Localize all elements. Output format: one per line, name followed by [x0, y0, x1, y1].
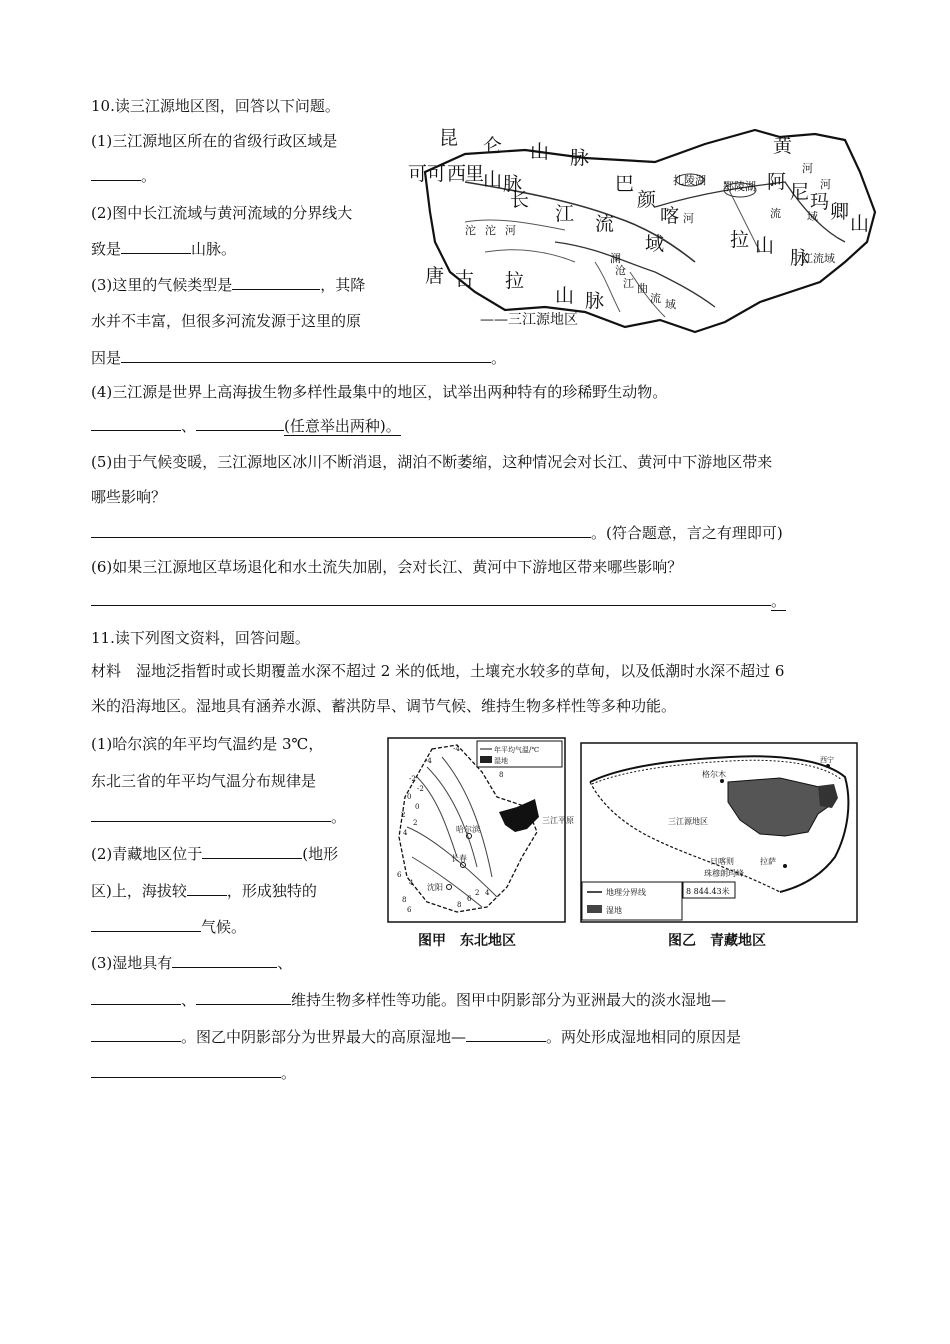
svg-text:阿: 阿: [767, 171, 787, 193]
svg-text:2: 2: [475, 889, 480, 897]
q11-p2a: (2)青藏地区位于: [91, 845, 203, 863]
q10-p5b: 哪些影响？: [91, 488, 167, 506]
q11-m1: 材料 湿地泛指暂时或长期覆盖水深不超过 2 米的低地，土壤充水较多的草甸，以及低潮时水深不超过 6: [91, 662, 785, 680]
q11-p2b: (地形: [302, 845, 339, 863]
q11-p3e: 。图乙中阴影部分为世界最大的高原湿地—: [181, 1028, 467, 1046]
svg-text:扎陵湖: 扎陵湖: [673, 174, 706, 187]
place-shigatse: 日喀则: [710, 857, 734, 866]
legend-boundary: 地理分界线: [606, 888, 646, 897]
svg-text:江: 江: [623, 277, 634, 290]
city-harbin: 哈尔滨: [456, 825, 480, 834]
svg-text:-2: -2: [417, 785, 424, 793]
svg-text:6: 6: [407, 906, 412, 914]
svg-text:可: 可: [408, 163, 428, 185]
legend-wetland-b: 湿地: [606, 906, 622, 915]
city-changchun: 长春: [451, 854, 467, 863]
svg-text:域: 域: [665, 298, 676, 311]
svg-text:流: 流: [595, 213, 615, 235]
q11-p1a: (1)哈尔滨的年平均气温约是 3℃，: [91, 735, 324, 753]
answer-blank[interactable]: [196, 415, 284, 431]
q11-p3c: 、: [181, 991, 197, 1009]
q11-p2c: 区)上，海拔较: [91, 882, 187, 900]
svg-text:0: 0: [415, 803, 420, 811]
q10-p5c: 。(符合题意，言之有理即可): [591, 524, 783, 542]
answer-blank[interactable]: [91, 916, 201, 932]
svg-text:沱: 沱: [465, 224, 476, 237]
answer-blank[interactable]: [91, 989, 181, 1005]
map-caption: ——三江源地区: [480, 312, 578, 328]
answer-blank[interactable]: [91, 165, 141, 181]
q10-p3b: ，其降: [320, 276, 366, 294]
q10-p3-line2: [91, 347, 506, 369]
q10-p4c: (任意举出两种)。: [284, 417, 401, 435]
svg-text:河: 河: [683, 212, 694, 225]
answer-blank[interactable]: [91, 1062, 281, 1078]
answer-blank[interactable]: [196, 989, 291, 1005]
svg-text:0: 0: [407, 793, 412, 801]
answer-blank[interactable]: [121, 238, 191, 254]
svg-text:昆: 昆: [439, 127, 459, 149]
legend-wetland: 湿地: [494, 757, 508, 765]
svg-text:沱: 沱: [485, 224, 496, 237]
svg-text:-4: -4: [425, 757, 432, 765]
svg-text:8: 8: [402, 896, 407, 904]
svg-text:脉: 脉: [503, 173, 523, 195]
q10-p6b: 。: [771, 592, 787, 610]
svg-text:拉: 拉: [730, 229, 750, 251]
place-xining: 西宁: [820, 756, 834, 764]
figure-qinghai-tibet: [580, 742, 859, 924]
q11-p3g: 。: [281, 1064, 297, 1082]
svg-text:山: 山: [530, 141, 550, 163]
q11-p1c: 。: [331, 808, 347, 826]
q11-p2-line: [91, 843, 338, 865]
q10-p3a: (3)这里的气候类型是: [91, 276, 233, 294]
svg-text:江流域: 江流域: [802, 252, 835, 265]
region-sanjiang: 三江平原: [542, 816, 574, 825]
q10-p1-line: [91, 165, 156, 187]
place-lhasa: 拉萨: [760, 857, 776, 866]
q10-title: 10.读三江源地区图，回答以下问题。: [91, 97, 340, 115]
sanjiangyuan-map: [405, 122, 885, 337]
q10-p4-line: [91, 415, 401, 437]
q11-p1-line: [91, 806, 346, 828]
svg-text:流: 流: [770, 207, 781, 220]
q11-p3f: 。两处形成湿地相同的原因是: [546, 1028, 742, 1046]
svg-text:古: 古: [455, 268, 475, 290]
q11-p3-line4: [91, 1062, 296, 1084]
svg-text:可: 可: [427, 163, 447, 185]
q11-p2d: ，形成独特的: [226, 882, 317, 900]
q11-p3-line: [91, 952, 292, 974]
answer-blank[interactable]: [91, 806, 331, 822]
answer-blank[interactable]: [91, 522, 591, 538]
svg-text:长: 长: [510, 189, 530, 211]
svg-text:颜: 颜: [637, 189, 657, 211]
answer-blank[interactable]: [91, 415, 181, 431]
svg-text:山: 山: [755, 235, 775, 257]
svg-text:河: 河: [505, 224, 516, 237]
svg-text:河: 河: [820, 178, 831, 191]
answer-blank[interactable]: [121, 347, 491, 363]
svg-text:山: 山: [850, 213, 870, 235]
svg-text:4: 4: [485, 889, 490, 897]
svg-text:巴: 巴: [615, 173, 635, 195]
svg-text:唐: 唐: [425, 265, 445, 287]
svg-text:江: 江: [555, 203, 575, 225]
svg-text:6: 6: [467, 895, 472, 903]
svg-text:山: 山: [555, 285, 575, 307]
svg-text:2: 2: [401, 811, 406, 819]
svg-text:脉: 脉: [585, 290, 605, 312]
q10-p1a: (1)三江源地区所在的省级行政区域是: [91, 132, 338, 150]
q11-p3a: (3)湿地具有: [91, 954, 173, 972]
svg-text:-2: -2: [409, 775, 416, 783]
q10-p2b: 致是: [91, 240, 122, 258]
q11-p1b: 东北三省的年平均气温分布规律是: [91, 772, 317, 790]
q10-p2-line: [91, 238, 236, 260]
q10-p3d: 因是: [91, 349, 122, 367]
q10-p2a: (2)图中长江流域与黄河流域的分界线大: [91, 204, 353, 222]
q11-p3-line2: [91, 989, 726, 1011]
q11-title: 11.读下列图文资料，回答问题。: [91, 629, 310, 647]
q10-p5a: (5)由于气候变暖，三江源地区冰川不断消退，湖泊不断萎缩，这种情况会对长江、黄河中下游地区带来: [91, 453, 773, 471]
svg-text:域: 域: [645, 233, 665, 255]
q10-p3-line: [91, 274, 365, 296]
q11-p3-line3: [91, 1026, 741, 1048]
svg-text:卿: 卿: [830, 201, 850, 223]
place-golmud: 格尔木: [702, 770, 726, 779]
svg-text:8: 8: [499, 771, 504, 779]
q10-p1b: 。: [141, 167, 157, 185]
q10-p6-line: [91, 590, 786, 612]
q10-p6a: (6)如果三江源地区草场退化和水土流失加剧，会对长江、黄河中下游地区带来哪些影响？: [91, 558, 683, 576]
q10-p4b: 、: [181, 417, 197, 435]
q10-p4a: (4)三江源是世界上高海拔生物多样性最集中的地区，试举出两种特有的珍稀野生动物。: [91, 383, 668, 401]
svg-text:喀: 喀: [660, 205, 680, 227]
svg-text:脉: 脉: [570, 147, 590, 169]
q10-p3c: 水并不丰富，但很多河流发源于这里的原: [91, 312, 362, 330]
q10-p3e: 。: [491, 349, 507, 367]
svg-text:河: 河: [802, 162, 813, 175]
q11-p3b: 、: [277, 954, 293, 972]
q10-p2c: 山脉。: [191, 240, 237, 258]
svg-text:山: 山: [483, 169, 503, 191]
svg-text:域: 域: [807, 210, 818, 223]
place-sanjiangyuan: 三江源地区: [668, 817, 708, 826]
answer-blank[interactable]: [91, 590, 771, 606]
answer-blank[interactable]: [91, 1026, 181, 1042]
svg-text:-4: -4: [453, 745, 460, 753]
q11-p3d: 维持生物多样性等功能。图甲中阴影部分为亚洲最大的淡水湿地—: [291, 991, 727, 1009]
svg-text:8: 8: [457, 901, 462, 909]
svg-text:仑: 仑: [483, 135, 503, 157]
svg-text:西: 西: [447, 163, 467, 185]
svg-text:4: 4: [409, 879, 414, 887]
svg-text:6: 6: [397, 871, 402, 879]
place-everest-height: 8 844.43米: [686, 887, 730, 896]
q10-p5-line: [91, 522, 783, 544]
city-shenyang: 沈阳: [427, 883, 443, 892]
q11-m2: 米的沿海地区。湿地具有涵养水源、蓄洪防旱、调节气候、维持生物多样性等多种功能。: [91, 697, 677, 715]
svg-text:2: 2: [413, 819, 418, 827]
svg-text:里: 里: [465, 163, 485, 185]
svg-text:曲: 曲: [637, 282, 648, 295]
answer-blank[interactable]: [187, 880, 227, 896]
q11-p2e: 气候。: [201, 918, 247, 936]
legend-isotherm: 年平均气温/℃: [494, 746, 540, 754]
svg-text:流: 流: [650, 292, 661, 305]
svg-text:玛: 玛: [810, 191, 830, 213]
svg-text:沧: 沧: [615, 264, 626, 277]
svg-text:黄: 黄: [773, 135, 793, 157]
figure-northeast: [387, 737, 574, 925]
svg-text:4: 4: [403, 829, 408, 837]
svg-text:脉: 脉: [790, 247, 810, 269]
figB-caption: 图乙 青藏地区: [668, 933, 766, 949]
svg-text:拉: 拉: [505, 270, 525, 292]
svg-text:尼: 尼: [790, 181, 810, 203]
figA-caption: 图甲 东北地区: [418, 933, 516, 949]
answer-blank[interactable]: [466, 1026, 546, 1042]
svg-text:澜: 澜: [610, 252, 621, 265]
answer-blank[interactable]: [172, 952, 277, 968]
svg-text:鄂陵湖: 鄂陵湖: [723, 180, 756, 193]
q11-p2-line2: [91, 880, 317, 902]
answer-blank[interactable]: [232, 274, 320, 290]
answer-blank[interactable]: [202, 843, 302, 859]
place-everest: 珠穆朗玛峰: [704, 869, 744, 878]
q11-p2-line3: [91, 916, 246, 938]
